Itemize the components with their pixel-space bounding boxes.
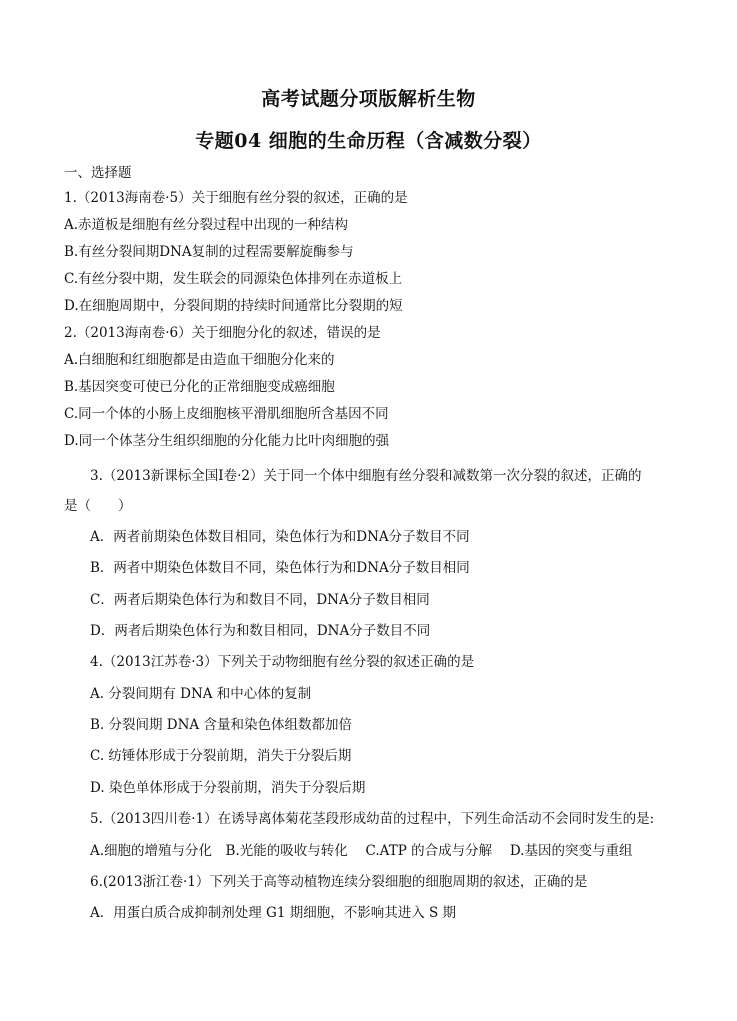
question-4-option-d: D. 染色单体形成于分裂前期，消失于分裂后期 — [90, 780, 366, 796]
question-4-option-b: B. 分裂间期 DNA 含量和染色体组数都加倍 — [90, 717, 352, 733]
question-2-stem: 2.（2013海南卷·6）关于细胞分化的叙述，错误的是 — [64, 325, 381, 341]
question-2-option-b: B.基因突变可使已分化的正常细胞变成癌细胞 — [64, 379, 335, 395]
question-5-stem: 5.（2013四川卷·1）在诱导离体菊花茎段形成幼苗的过程中，下列生命活动不会同时发生的是: — [90, 811, 655, 827]
question-1-option-d: D.在细胞周期中，分裂间期的持续时间通常比分裂期的短 — [64, 298, 403, 314]
question-1-stem: 1.（2013海南卷·5）关于细胞有丝分裂的叙述，正确的是 — [64, 190, 408, 206]
document-subtitle: 专题04 细胞的生命历程（含减数分裂） — [195, 130, 542, 152]
section-heading: 一、选择题 — [64, 165, 132, 181]
question-1-option-c: C.有丝分裂中期，发生联会的同源染色体排列在赤道板上 — [64, 271, 403, 287]
question-4-option-c: C. 纺锤体形成于分裂前期，消失于分裂后期 — [90, 748, 352, 764]
question-2-option-d: D.同一个体茎分生组织细胞的分化能力比叶肉细胞的强 — [64, 433, 390, 449]
question-1-option-b: B.有丝分裂间期DNA复制的过程需要解旋酶参与 — [64, 244, 354, 260]
question-3-option-a: A．两者前期染色体数目相同，染色体行为和DNA分子数目不同 — [90, 529, 470, 545]
question-3-stem-line1: 3.（2013新课标全国Ⅰ卷·2）关于同一个体中细胞有丝分裂和减数第一次分裂的叙述，正确的 — [90, 468, 642, 484]
question-3-option-d: D．两者后期染色体行为和数目相同，DNA分子数目不同 — [90, 623, 431, 639]
question-4-stem: 4.（2013江苏卷·3）下列关于动物细胞有丝分裂的叙述正确的是 — [90, 654, 475, 670]
question-1-option-a: A.赤道板是细胞有丝分裂过程中出现的一种结构 — [64, 217, 349, 233]
document-title: 高考试题分项版解析生物 — [261, 88, 476, 110]
question-2-option-c: C.同一个体的小肠上皮细胞核平滑肌细胞所含基因不同 — [64, 406, 389, 422]
question-3-option-c: C．两者后期染色体行为和数目不同，DNA分子数目相同 — [90, 592, 430, 608]
question-2-option-a: A.白细胞和红细胞都是由造血干细胞分化来的 — [64, 352, 335, 368]
question-6-stem: 6.(2013浙江卷·1）下列关于高等动植物连续分裂细胞的细胞周期的叙述，正确的是 — [90, 874, 588, 890]
question-3-option-b: B．两者中期染色体数目不同，染色体行为和DNA分子数目相同 — [90, 560, 470, 576]
question-5-options: A.细胞的增殖与分化 B.光能的吸收与转化 C.ATP 的合成与分解 D.基因的突变与重组 — [90, 843, 633, 859]
question-3-stem-line2: 是（ ） — [64, 498, 132, 514]
question-4-option-a: A. 分裂间期有 DNA 和中心体的复制 — [90, 686, 312, 702]
question-6-option-a: A．用蛋白质合成抑制剂处理 G1 期细胞，不影响其进入 S 期 — [90, 905, 457, 921]
